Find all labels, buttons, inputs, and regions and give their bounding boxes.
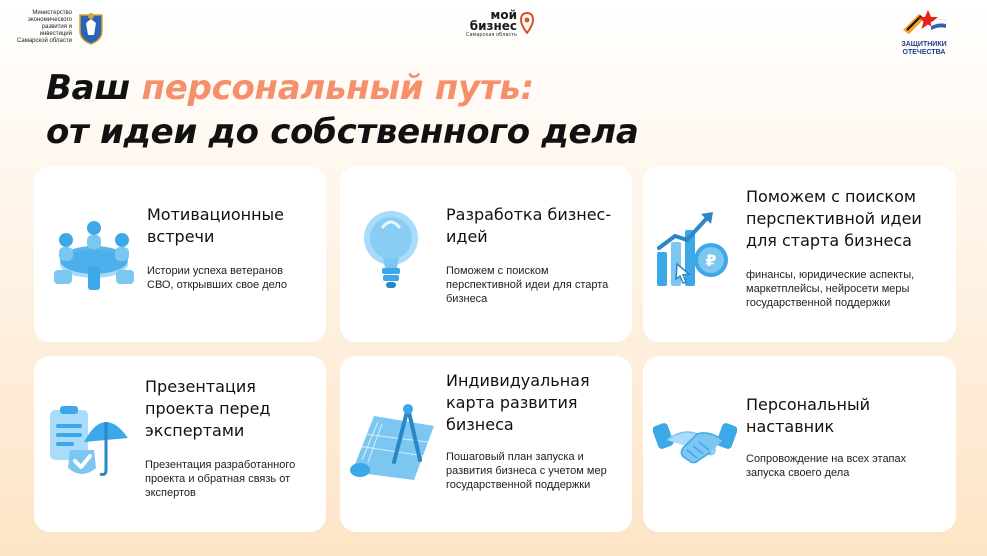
top-bar [0, 0, 987, 60]
card-idea-search [643, 166, 956, 342]
card-description: Презентация разработанного проекта и обратная связь от экспертов [145, 459, 296, 499]
presentation-icon [44, 398, 136, 482]
lightbulb-icon [360, 208, 422, 294]
moy-biznes-logo [466, 10, 534, 38]
card-description: Пошаговый план запуска и развития бизнеса с учетом мер государственной поддержки [446, 451, 607, 491]
card-title: Поможем с поиском перспективной идеи для старта бизнеса [746, 187, 922, 250]
ministry-logo [14, 10, 106, 45]
samara-emblem-icon [76, 11, 106, 45]
page-title [46, 66, 639, 154]
blueprint-icon [346, 400, 442, 484]
location-pin-icon [520, 12, 534, 34]
brand-line-2: бизнес [469, 19, 518, 33]
ministry-name: Министерство экономического развития и инвестиций Самарской области [16, 10, 72, 44]
meeting-icon [48, 214, 140, 294]
title-accent: персональный путь: [141, 68, 534, 108]
defenders-logo [901, 8, 947, 57]
card-description: Истории успеха ветеранов СВО, открывших свое дело [147, 265, 288, 291]
title-part-1: Ваш [46, 68, 142, 108]
brand-line-1: мой [490, 8, 518, 22]
card-title: Презентация проекта перед экспертами [145, 377, 271, 440]
card-development-map [340, 356, 632, 532]
card-title: Персональный наставник [746, 395, 871, 436]
card-title: Индивидуальная карта развития бизнеса [446, 371, 590, 434]
growth-chart-icon [653, 208, 735, 294]
defenders-line-1: ЗАЩИТНИКИ [901, 41, 947, 48]
card-motivational-meetings [34, 166, 326, 342]
card-description: Сопровождение на всех этапах запуска своего дела [746, 453, 907, 479]
title-line-2: от идеи до собственного дела [46, 112, 639, 152]
defenders-line-2: ОТЕЧЕСТВА [902, 49, 946, 56]
card-business-ideas [340, 166, 632, 342]
brand-region: Самарская область [466, 32, 518, 38]
handshake-icon [653, 410, 737, 474]
card-personal-mentor [643, 356, 956, 532]
svg-text:₽: ₽ [705, 251, 717, 270]
card-title: Разработка бизнес-идей [446, 205, 612, 246]
card-description: финансы, юридические аспекты, маркетплейсы, нейросети меры государственной поддержки [746, 269, 915, 309]
card-description: Поможем с поиском перспективной идеи для старта бизнеса [446, 265, 609, 305]
card-expert-presentation [34, 356, 326, 532]
card-title: Мотивационные встречи [147, 205, 285, 246]
star-ribbon-icon [901, 8, 947, 34]
